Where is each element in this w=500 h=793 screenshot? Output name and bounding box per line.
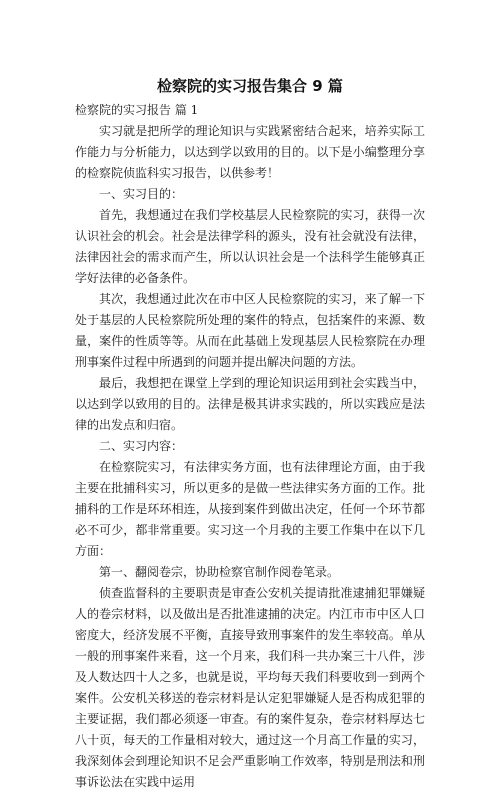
section-heading: 二、实习内容： — [99, 439, 184, 453]
subtitle-line: 检察院的实习报告 篇 1 — [75, 103, 199, 117]
body-paragraph: 在检察院实习，有法律实务方面，也有法律理论方面，由于我主要在批捕科实习，所以更多的是做一些法律实务方面的工作。批捕科的工作是环环相连，从接到案件到做出决定，任何一个环节都必不可少，都非常重要。实习这一个月我的主要工作集中在以下几方面： — [75, 460, 425, 558]
section-heading: 一、实习目的： — [99, 187, 184, 201]
intro-paragraph: 实习就是把所学的理论知识与实践紧密结合起来，培养实际工作能力与分析能力，以达到学以致用的目的。以下是小编整理分享的检察院侦监科实习报告，以供参考！ — [75, 124, 425, 180]
body-paragraph: 首先，我想通过在我们学校基层人民检察院的实习，获得一次认识社会的机会。社会是法律学科的源头，没有社会就没有法律，法律因社会的需求而产生，所以认识社会是一个法科学生能够真正学好法律的必备条件。 — [75, 208, 425, 285]
document-title: 检察院的实习报告集合 9 篇 — [157, 77, 343, 95]
document-body — [75, 100, 425, 793]
sub-heading: 第一、翻阅卷宗，协助检察官制作阅卷笔录。 — [99, 565, 340, 579]
body-paragraph: 最后，我想把在课堂上学到的理论知识运用到社会实践当中，以达到学以致用的目的。法律是极其讲求实践的，所以实践应是法律的出发点和归宿。 — [75, 376, 425, 432]
body-paragraph: 其次，我想通过此次在市中区人民检察院的实习，来了解一下处于基层的人民检察院所处理的案件的特点，包括案件的来源、数量，案件的性质等等。从而在此基础上发现基层人民检察院在办理刑事案件过程中所遇到的问题并提出解决问题的方法。 — [75, 292, 425, 369]
body-paragraph: 侦查监督科的主要职责是审查公安机关提请批准逮捕犯罪嫌疑人的卷宗材料，以及做出是否批准逮捕的决定。内江市市中区人口密度大，经济发展不平衡，直接导致刑事案件的发生率较高。单从一般的刑事案件来看，这一个月来，我们科一共办案三十八件，涉及人数达四十人之多，也就是说，平均每天我们科要收到一到两个案件。公安机关移送的卷宗材料是认定犯罪嫌疑人是否构成犯罪的主要证据，我们都必须逐一审查。有的案件复杂，卷宗材料厚达七八十页，每天的工作量相对较大，通过这一个月高工作量的实习，我深刻体会到理论知识不足会严重影响工作效率，特别是刑法和刑事诉讼法在实践中运用 — [75, 586, 425, 789]
